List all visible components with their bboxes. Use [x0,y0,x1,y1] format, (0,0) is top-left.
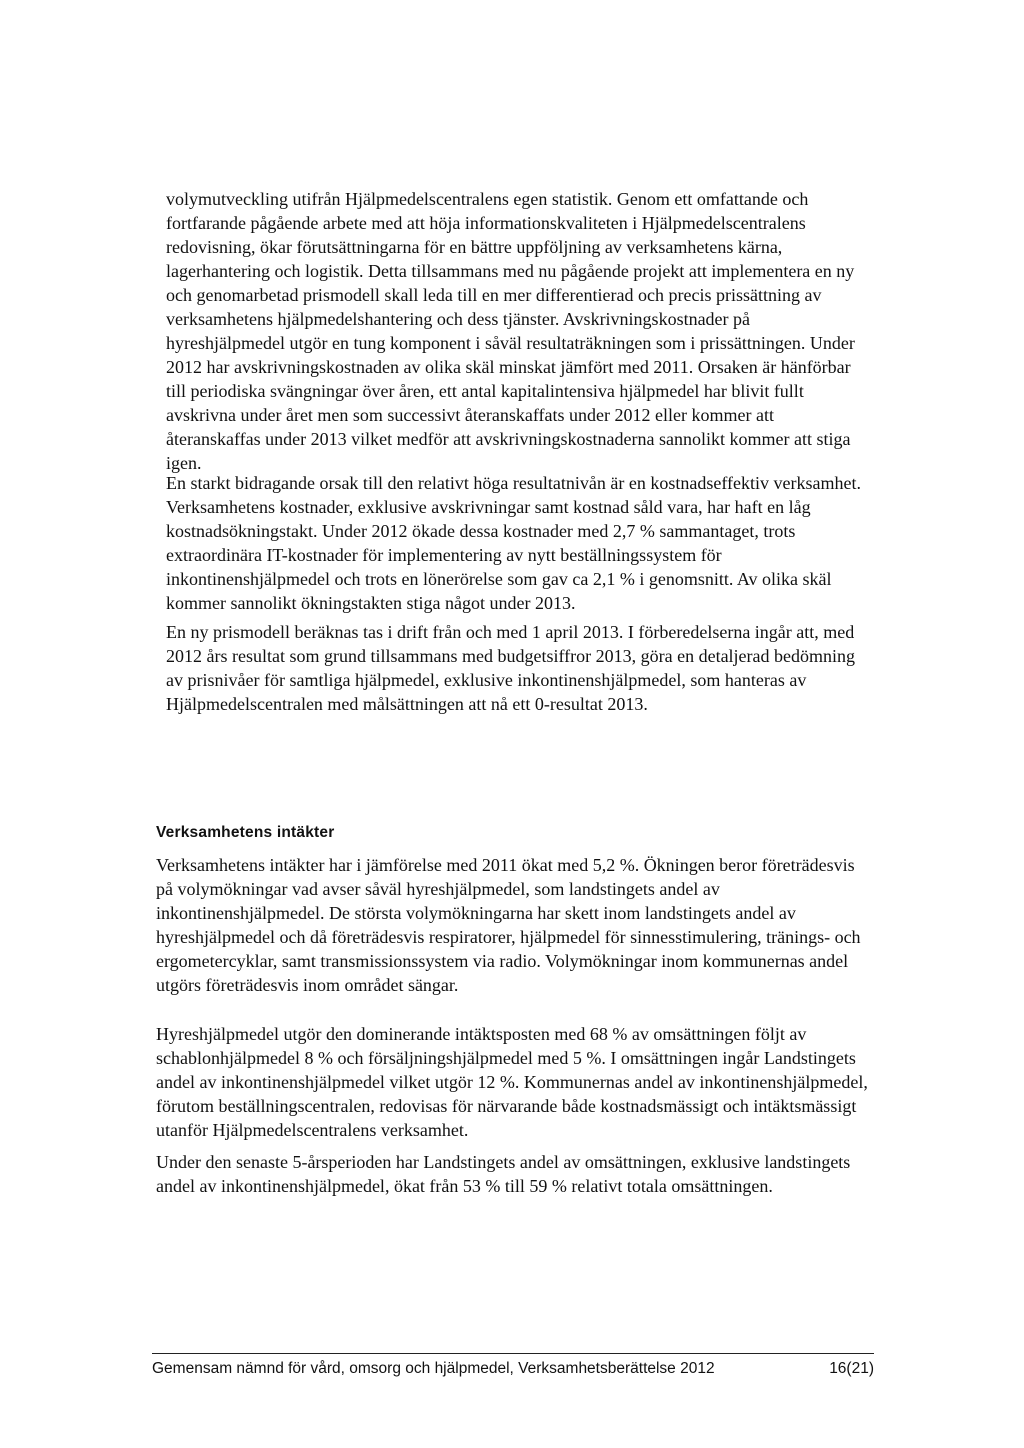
paragraph-text: En starkt bidragande orsak till den relativt höga resultatnivån är en kostnadseffektiv verksamhet. Verksamhetens kostnader, exklusive avskrivningar samt kostnad såld vara, har haft en låg kostnadsökningstakt. Under 2012 ökade dessa kostnader med 2,7 % sammantaget, trots extraordinära IT-kostnader för implementering av nytt beställningssystem för inkontinenshjälpmedel och trots en lönerörelse som gav ca 2,1 % i genomsnitt. Av olika skäl kommer sannolikt ökningstakten stiga något under 2013. [166,473,861,613]
page-number: 16(21) [829,1360,874,1377]
paragraph-text: En ny prismodell beräknas tas i drift från och med 1 april 2013. I förberedelserna ingår att, med 2012 års resultat som grund tillsammans med budgetsiffror 2013, göra en detaljerad bedömning av prisnivåer för samtliga hjälpmedel, exklusive inkontinenshjälpmedel, som hanteras av Hjälpmedelscentralen med målsättningen att nå ett 0-resultat 2013. [166,622,856,714]
paragraph-hyreshjalpmedel [156,1022,868,1142]
paragraph-text: volymutveckling utifrån Hjälpmedelscentralens egen statistik. Genom ett omfattande och fortfarande pågående arbete med att höja informationskvaliteten i Hjälpmedelscentralens redovisning, ökar förutsättningarna för en bättre uppföljning av verksamhetens kärna, lagerhantering och logistik. Detta tillsammans med nu pågående projekt att implementera en ny och genomarbetad prismodell skall leda till en mer differentierad och precis prissättning av verksamhetens hjälpmedelshantering och dess tjänster. Avskrivningskostnader på hyreshjälpmedel utgör en tung komponent i såväl resultaträkningen som i prissättningen. Under 2012 har avskrivningskostnaden av olika skäl minskat jämfört med 2011. Orsaken är hänförbar till periodiska svängningar över åren, ett antal kapitalintensiva hjälpmedel har blivit fullt avskrivna under året men som successivt återanskaffats under 2012 eller kommer att återanskaffas under 2013 vilket medför att avskrivningskostnaderna sannolikt kommer att stiga igen. [166,189,855,473]
paragraph-text: Under den senaste 5-årsperioden har Landstingets andel av omsättningen, exklusive landstingets andel av inkontinenshjälpmedel, ökat från 53 % till 59 % relativt totala omsättningen. [156,1152,851,1196]
section-heading: Verksamhetens intäkter [156,824,335,841]
page-footer [152,1360,874,1378]
paragraph-kostnadseffektivitet [166,471,866,615]
paragraph-text: Hyreshjälpmedel utgör den dominerande intäktsposten med 68 % av omsättningen följt av schablonhjälpmedel 8 % och försäljningshjälpmedel med 5 %. I omsättningen ingår Landstingets andel av inkontinenshjälpmedel vilket utgör 12 %. Kommunernas andel av inkontinenshjälpmedel, förutom beställningscentralen, redovisas för närvarande både kostnadsmässigt och intäktsmässigt utanför Hjälpmedelscentralens verksamhet. [156,1024,868,1140]
paragraph-intakter [156,853,868,997]
paragraph-avskrivningar [166,187,866,475]
paragraph-arsperiod [156,1150,868,1198]
paragraph-text: Verksamhetens intäkter har i jämförelse med 2011 ökat med 5,2 %. Ökningen beror företrädesvis på volymökningar vad avser såväl hyreshjälpmedel, som landstingets andel av inkontinenshjälpmedel. De största volymökningarna har skett inom landstingets andel av hyreshjälpmedel och då företrädesvis respiratorer, hjälpmedel för sinnesstimulering, tränings- och ergometercyklar, samt transmissionssystem via radio. Volymökningar inom kommunernas andel utgörs företrädesvis inom området sängar. [156,855,861,995]
paragraph-prismodell [166,620,866,716]
footer-title: Gemensam nämnd för vård, omsorg och hjälpmedel, Verksamhetsberättelse 2012 [152,1360,715,1377]
footer-divider [152,1353,874,1354]
